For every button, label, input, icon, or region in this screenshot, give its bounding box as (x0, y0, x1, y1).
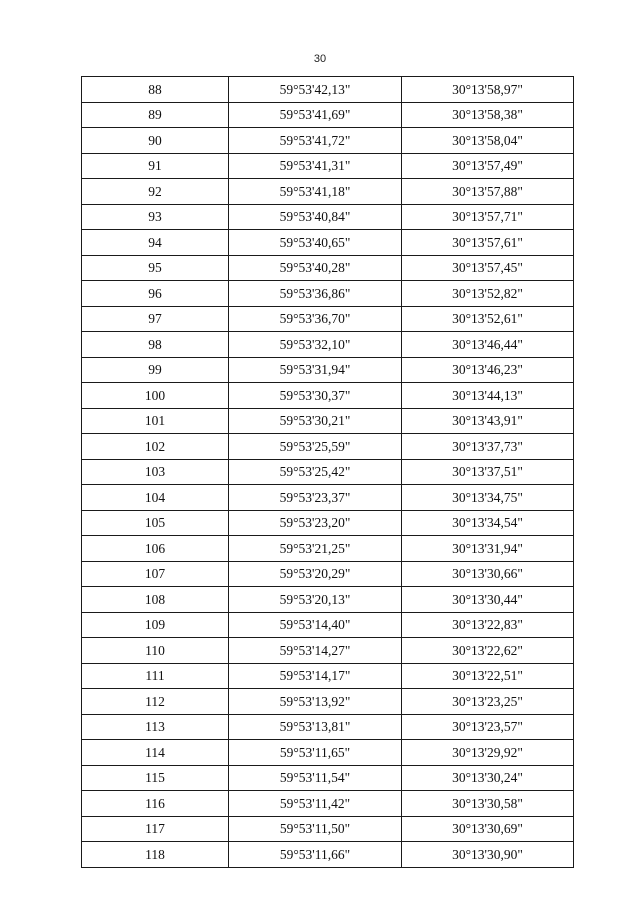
longitude-cell: 30°13'37,73" (402, 434, 574, 460)
longitude-cell: 30°13'22,62" (402, 638, 574, 664)
latitude-cell: 59°53'30,37" (229, 383, 402, 409)
longitude-cell: 30°13'57,61" (402, 230, 574, 256)
latitude-cell: 59°53'36,70" (229, 306, 402, 332)
table-row (82, 663, 574, 689)
latitude-cell: 59°53'41,69" (229, 102, 402, 128)
point-number-cell: 106 (82, 536, 229, 562)
longitude-cell: 30°13'46,23" (402, 357, 574, 383)
longitude-cell: 30°13'30,66" (402, 561, 574, 587)
table-row (82, 357, 574, 383)
table-row (82, 179, 574, 205)
longitude-cell: 30°13'23,57" (402, 714, 574, 740)
longitude-cell: 30°13'52,61" (402, 306, 574, 332)
table-row (82, 332, 574, 358)
longitude-cell: 30°13'44,13" (402, 383, 574, 409)
table-row (82, 612, 574, 638)
table-row (82, 102, 574, 128)
point-number-cell: 118 (82, 842, 229, 868)
point-number-cell: 116 (82, 791, 229, 817)
point-number-cell: 92 (82, 179, 229, 205)
latitude-cell: 59°53'30,21" (229, 408, 402, 434)
coordinates-table-body (82, 77, 574, 868)
point-number-cell: 117 (82, 816, 229, 842)
longitude-cell: 30°13'22,51" (402, 663, 574, 689)
point-number-cell: 99 (82, 357, 229, 383)
table-row (82, 714, 574, 740)
table-row (82, 128, 574, 154)
longitude-cell: 30°13'57,88" (402, 179, 574, 205)
latitude-cell: 59°53'32,10" (229, 332, 402, 358)
latitude-cell: 59°53'40,65" (229, 230, 402, 256)
point-number-cell: 109 (82, 612, 229, 638)
latitude-cell: 59°53'14,27" (229, 638, 402, 664)
point-number-cell: 93 (82, 204, 229, 230)
table-row (82, 816, 574, 842)
latitude-cell: 59°53'25,42" (229, 459, 402, 485)
point-number-cell: 98 (82, 332, 229, 358)
longitude-cell: 30°13'57,71" (402, 204, 574, 230)
table-row (82, 434, 574, 460)
longitude-cell: 30°13'58,38" (402, 102, 574, 128)
latitude-cell: 59°53'11,42" (229, 791, 402, 817)
longitude-cell: 30°13'30,58" (402, 791, 574, 817)
latitude-cell: 59°53'42,13" (229, 77, 402, 103)
table-row (82, 230, 574, 256)
table-row (82, 408, 574, 434)
longitude-cell: 30°13'37,51" (402, 459, 574, 485)
latitude-cell: 59°53'11,54" (229, 765, 402, 791)
table-row (82, 510, 574, 536)
point-number-cell: 89 (82, 102, 229, 128)
table-row (82, 791, 574, 817)
latitude-cell: 59°53'41,31" (229, 153, 402, 179)
point-number-cell: 90 (82, 128, 229, 154)
table-row (82, 689, 574, 715)
latitude-cell: 59°53'13,81" (229, 714, 402, 740)
latitude-cell: 59°53'11,50" (229, 816, 402, 842)
latitude-cell: 59°53'36,86" (229, 281, 402, 307)
table-row (82, 383, 574, 409)
point-number-cell: 113 (82, 714, 229, 740)
longitude-cell: 30°13'22,83" (402, 612, 574, 638)
table-row (82, 459, 574, 485)
longitude-cell: 30°13'31,94" (402, 536, 574, 562)
point-number-cell: 114 (82, 740, 229, 766)
latitude-cell: 59°53'14,40" (229, 612, 402, 638)
point-number-cell: 94 (82, 230, 229, 256)
longitude-cell: 30°13'57,45" (402, 255, 574, 281)
latitude-cell: 59°53'31,94" (229, 357, 402, 383)
latitude-cell: 59°53'14,17" (229, 663, 402, 689)
point-number-cell: 88 (82, 77, 229, 103)
table-row (82, 638, 574, 664)
point-number-cell: 115 (82, 765, 229, 791)
latitude-cell: 59°53'23,37" (229, 485, 402, 511)
table-row (82, 561, 574, 587)
latitude-cell: 59°53'23,20" (229, 510, 402, 536)
latitude-cell: 59°53'25,59" (229, 434, 402, 460)
point-number-cell: 101 (82, 408, 229, 434)
latitude-cell: 59°53'40,84" (229, 204, 402, 230)
coordinates-table (81, 76, 574, 868)
page-number: 30 (313, 53, 327, 65)
table-row (82, 485, 574, 511)
table-row (82, 740, 574, 766)
table-row (82, 77, 574, 103)
latitude-cell: 59°53'20,29" (229, 561, 402, 587)
latitude-cell: 59°53'20,13" (229, 587, 402, 613)
table-row (82, 255, 574, 281)
longitude-cell: 30°13'52,82" (402, 281, 574, 307)
longitude-cell: 30°13'23,25" (402, 689, 574, 715)
latitude-cell: 59°53'11,65" (229, 740, 402, 766)
point-number-cell: 111 (82, 663, 229, 689)
point-number-cell: 102 (82, 434, 229, 460)
point-number-cell: 110 (82, 638, 229, 664)
latitude-cell: 59°53'41,18" (229, 179, 402, 205)
table-row (82, 587, 574, 613)
table-row (82, 204, 574, 230)
latitude-cell: 59°53'41,72" (229, 128, 402, 154)
longitude-cell: 30°13'30,69" (402, 816, 574, 842)
point-number-cell: 104 (82, 485, 229, 511)
point-number-cell: 95 (82, 255, 229, 281)
point-number-cell: 107 (82, 561, 229, 587)
longitude-cell: 30°13'58,04" (402, 128, 574, 154)
longitude-cell: 30°13'46,44" (402, 332, 574, 358)
longitude-cell: 30°13'29,92" (402, 740, 574, 766)
longitude-cell: 30°13'58,97" (402, 77, 574, 103)
point-number-cell: 91 (82, 153, 229, 179)
longitude-cell: 30°13'30,90" (402, 842, 574, 868)
table-row (82, 306, 574, 332)
table-row (82, 153, 574, 179)
latitude-cell: 59°53'11,66" (229, 842, 402, 868)
latitude-cell: 59°53'40,28" (229, 255, 402, 281)
table-row (82, 536, 574, 562)
longitude-cell: 30°13'57,49" (402, 153, 574, 179)
longitude-cell: 30°13'30,44" (402, 587, 574, 613)
point-number-cell: 105 (82, 510, 229, 536)
point-number-cell: 97 (82, 306, 229, 332)
point-number-cell: 112 (82, 689, 229, 715)
point-number-cell: 96 (82, 281, 229, 307)
longitude-cell: 30°13'34,75" (402, 485, 574, 511)
longitude-cell: 30°13'43,91" (402, 408, 574, 434)
longitude-cell: 30°13'30,24" (402, 765, 574, 791)
latitude-cell: 59°53'21,25" (229, 536, 402, 562)
longitude-cell: 30°13'34,54" (402, 510, 574, 536)
point-number-cell: 108 (82, 587, 229, 613)
table-row (82, 842, 574, 868)
point-number-cell: 100 (82, 383, 229, 409)
latitude-cell: 59°53'13,92" (229, 689, 402, 715)
table-row (82, 281, 574, 307)
point-number-cell: 103 (82, 459, 229, 485)
table-row (82, 765, 574, 791)
